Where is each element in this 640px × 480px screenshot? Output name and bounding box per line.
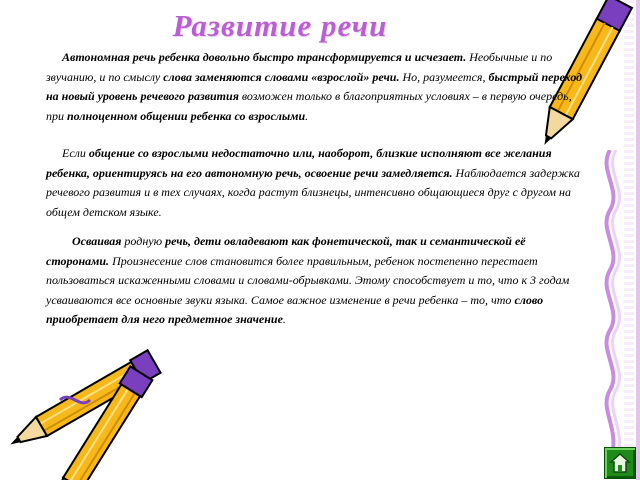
text-segment: Но, разумеется, xyxy=(399,69,489,84)
pencils-icon xyxy=(0,330,185,480)
paragraph-1 xyxy=(46,48,586,126)
bold-text-segment: общение со взрослыми недостаточно или, наоборот, близкие исполняют все желания ребенка, ориентируясь на его автономную речь, освоение речи замедляется. xyxy=(46,146,552,180)
bold-text-segment: полноценном общении ребенка со взрослыми xyxy=(67,108,306,123)
page-title: Развитие речи xyxy=(172,8,388,43)
paragraph-3 xyxy=(46,232,586,330)
home-icon xyxy=(609,452,631,474)
text-segment: Если xyxy=(62,146,89,160)
bold-text-segment: Осваивая xyxy=(72,234,122,248)
text-segment: Наблюдается задержка речевого развития и в тех случаях, когда растут близнецы, интенсивно общающиеся друг с другом на общем детском языке. xyxy=(46,165,580,219)
decorative-wave xyxy=(596,150,624,460)
bold-text-segment: слово приобретает для него предметное значение xyxy=(46,292,544,326)
text-segment: . xyxy=(305,108,309,123)
text-segment: родную xyxy=(121,234,166,248)
bold-text-segment: слова заменяются словами «взрослой» речи. xyxy=(163,69,400,84)
bold-text-segment: Автономная речь ребенка довольно быстро трансформируется и исчезает. xyxy=(62,50,467,64)
bold-text-segment: быстрый переход на новый уровень речевого развития xyxy=(46,69,583,103)
bold-text-segment: речь, дети овладевают как фонетической, так и семантической её сторонами. xyxy=(46,234,526,268)
text-segment: возможен только в благоприятных условиях – в первую очередь, при xyxy=(46,89,572,123)
text-segment: Произнесение слов становится более правильным, ребенок постепенно перестает пользоваться искаженными словами и словами-обрывками. Этому способствует и то, что к 3 годам усваиваются все основные звуки языка. Самое важное изменение в речи ребенка – то, что xyxy=(46,253,570,307)
paragraph-2 xyxy=(46,144,586,222)
home-button[interactable] xyxy=(604,447,636,479)
text-segment: Необычные и по звучанию, и по смыслу xyxy=(46,50,553,84)
text-segment: . xyxy=(282,312,286,326)
